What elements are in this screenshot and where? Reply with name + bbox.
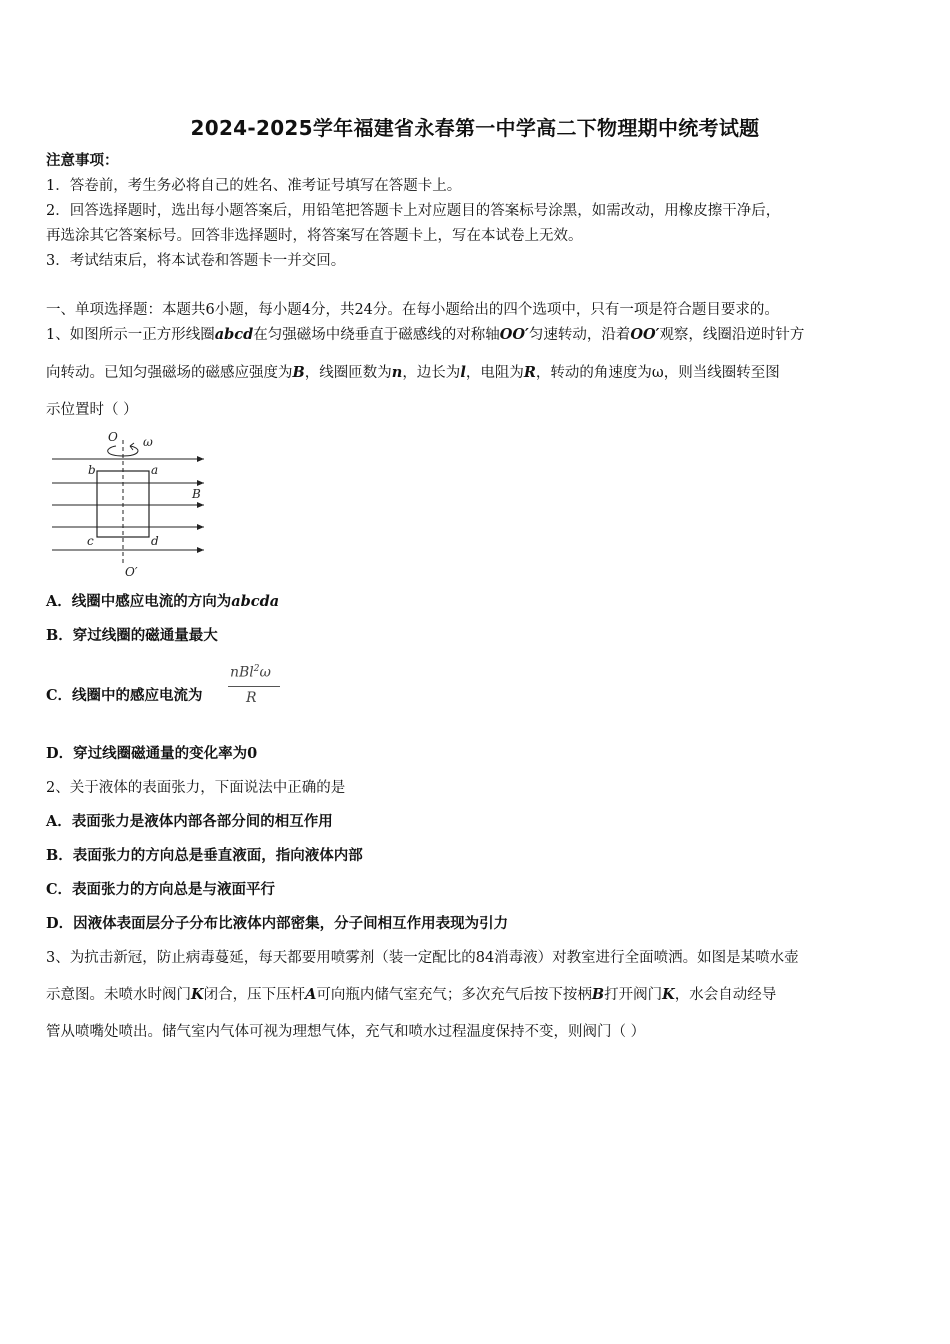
- notice-item-1: 1．答卷前，考生务必将自己的姓名、准考证号填写在答题卡上。: [46, 178, 462, 194]
- q1-stem-line3: 示位置时（ ）: [46, 402, 138, 418]
- label-c: c: [87, 534, 94, 548]
- q1-option-c: C．线圈中的感应电流为: [46, 687, 203, 704]
- label-a: a: [151, 463, 159, 477]
- label-O: O: [108, 430, 118, 444]
- notice-item-2-cont: 再选涂其它答案标号。回答非选择题时，将答案写在答题卡上，写在本试卷上无效。: [46, 228, 583, 244]
- notice-item-3: 3．考试结束后，将本试卷和答题卡一并交回。: [46, 253, 346, 269]
- label-d: d: [151, 534, 159, 548]
- notice-item-2: 2．回答选择题时，选出每小题答案后，用铅笔把答题卡上对应题目的答案标号涂黑，如需改动，用橡皮擦干净后，: [46, 203, 781, 219]
- q1-option-a: A．线圈中感应电流的方向为abcda: [46, 593, 280, 610]
- section-heading: 一、单项选择题：本题共6小题，每小题4分，共24分。在每小题给出的四个选项中，只有一项是符合题目要求的。: [46, 302, 779, 318]
- q1-option-c-fraction: nBl$^2$ω R: [228, 662, 284, 714]
- q1-stem-line1: 1、如图所示一正方形线圈abcd在匀强磁场中绕垂直于磁感线的对称轴OO′匀速转动，沿着OO′观察，线圈沿逆时针方: [46, 326, 805, 343]
- q2-option-b: B．表面张力的方向总是垂直液面，指向液体内部: [46, 847, 363, 864]
- label-B: B: [192, 487, 201, 501]
- q3-stem-line1: 3、为抗击新冠，防止病毒蔓延，每天都要用喷雾剂（装一定配比的84消毒液）对教室进行全面喷洒。如图是某喷水壶: [46, 950, 799, 966]
- coil-figure: [46, 428, 216, 583]
- q1-stem-line2: 向转动。已知匀强磁场的磁感应强度为B，线圈匝数为n，边长为l，电阻为R，转动的角速度为ω，则当线圈转至图: [46, 364, 780, 381]
- q3-stem-line2: 示意图。未喷水时阀门K闭合，压下压杆A可向瓶内储气室充气；多次充气后按下按柄B打开阀门K，水会自动经导: [46, 986, 777, 1003]
- q2-option-c: C．表面张力的方向总是与液面平行: [46, 881, 276, 898]
- label-O-prime: O′: [125, 565, 138, 579]
- q2-stem: 2、关于液体的表面张力，下面说法中正确的是: [46, 780, 346, 796]
- q3-stem-line3: 管从喷嘴处喷出。储气室内气体可视为理想气体，充气和喷水过程温度保持不变，则阀门（ ）: [46, 1024, 646, 1040]
- q1-option-d: D．穿过线圈磁通量的变化率为0: [46, 745, 258, 762]
- label-omega: ω: [143, 435, 153, 449]
- q1-option-b: B．穿过线圈的磁通量最大: [46, 627, 218, 644]
- q2-option-d: D．因液体表面层分子分布比液体内部密集，分子间相互作用表现为引力: [46, 915, 509, 932]
- label-b: b: [88, 463, 96, 477]
- notice-heading: 注意事项：: [46, 152, 119, 169]
- q2-option-a: A．表面张力是液体内部各部分间的相互作用: [46, 813, 333, 830]
- page-title: 2024-2025学年福建省永春第一中学高二下物理期中统考试题: [190, 116, 760, 140]
